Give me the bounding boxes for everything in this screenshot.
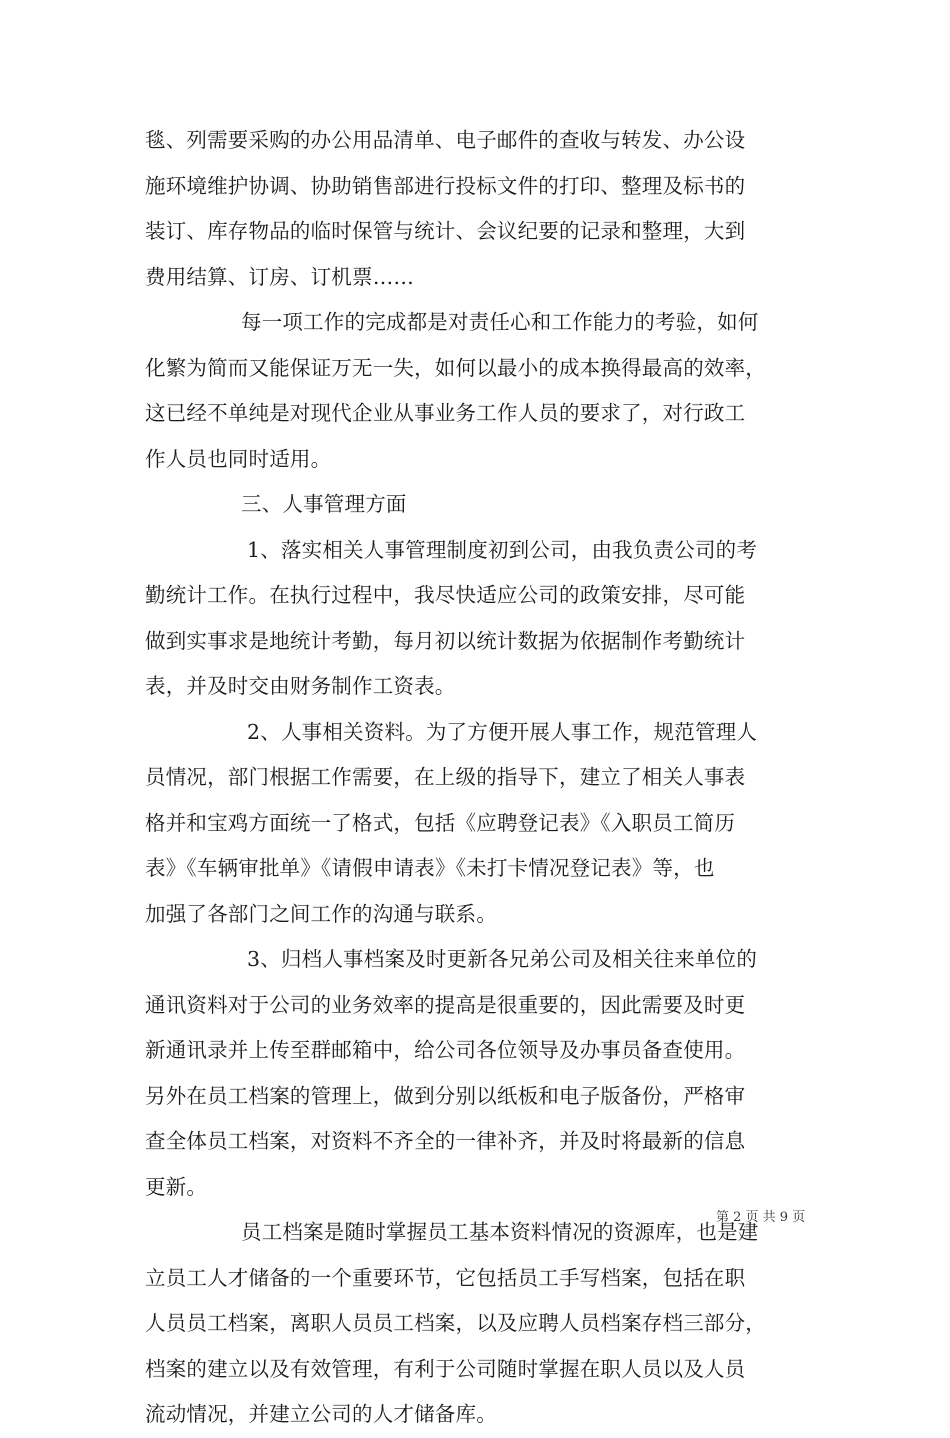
text-line: 做到实事求是地统计考勤，每月初以统计数据为依据制作考勤统计 [145,628,746,653]
document-body [145,118,809,1438]
text-line: 勤统计工作。在执行过程中，我尽快适应公司的政策安排，尽可能 [145,583,746,607]
text-line: 新通讯录并上传至群邮箱中，给公司各位领导及办事员备查使用。 [145,1038,746,1062]
text-line: 档案的建立以及有效管理，有利于公司随时掌握在职人员以及人员 [145,1356,746,1381]
text-line: 表》《车辆审批单》《请假申请表》《未打卡情况登记表》等，也 [145,856,715,880]
paragraph-first-line: 3、归档人事档案及时更新各兄弟公司及相关往来单位的 [247,947,758,971]
text-line: 人员员工档案，离职人员员工档案，以及应聘人员档案存档三部分， [145,1311,766,1335]
text-line: 装订、库存物品的临时保管与统计、会议纪要的记录和整理，大到 [145,219,746,243]
text-line: 费用结算、订房、订机票…… [145,264,415,289]
text-line: 员情况，部门根据工作需要，在上级的指导下，建立了相关人事表 [145,765,746,789]
text-line: 查全体员工档案，对资料不齐全的一律补齐，并及时将最新的信息 [145,1129,746,1153]
text-line: 更新。 [145,1174,208,1199]
text-line: 立员工人才储备的一个重要环节，它包括员工手写档案，包括在职 [145,1265,746,1290]
text-line: 另外在员工档案的管理上，做到分别以纸板和电子版备份，严格审 [145,1083,746,1108]
text-line: 这已经不单纯是对现代企业从事业务工作人员的要求了，对行政工 [145,401,746,425]
text-line: 格并和宝鸡方面统一了格式，包括《应聘登记表》《入职员工简历 [145,810,736,835]
paragraph-first-line: 1、落实相关人事管理制度初到公司，由我负责公司的考 [247,537,758,562]
paragraph-first-line: 员工档案是随时掌握员工基本资料情况的资源库，也是建 [241,1220,759,1244]
text-line: 作人员也同时适用。 [145,446,332,471]
text-line: 施环境维护协调、协助销售部进行投标文件的打印、整理及标书的 [145,173,746,198]
text-line: 化繁为简而又能保证万无一失，如何以最小的成本换得最高的效率， [145,355,766,380]
text-line: 加强了各部门之间工作的沟通与联系。 [145,901,497,926]
page-number-footer: 第 2 页 共 9 页 [716,1210,806,1225]
text-line: 通讯资料对于公司的业务效率的提高是很重要的，因此需要及时更 [145,992,746,1017]
paragraph-first-line: 2、人事相关资料。为了方便开展人事工作，规范管理人 [247,719,758,744]
paragraph-first-line: 每一项工作的完成都是对责任心和工作能力的考验，如何 [241,310,759,334]
text-line: 流动情况，并建立公司的人才储备库。 [145,1402,497,1426]
text-line: 毯、列需要采购的办公用品清单、电子邮件的查收与转发、办公设 [145,128,746,152]
section-heading: 三、人事管理方面 [241,492,407,516]
text-line: 表，并及时交由财务制作工资表。 [145,674,456,698]
